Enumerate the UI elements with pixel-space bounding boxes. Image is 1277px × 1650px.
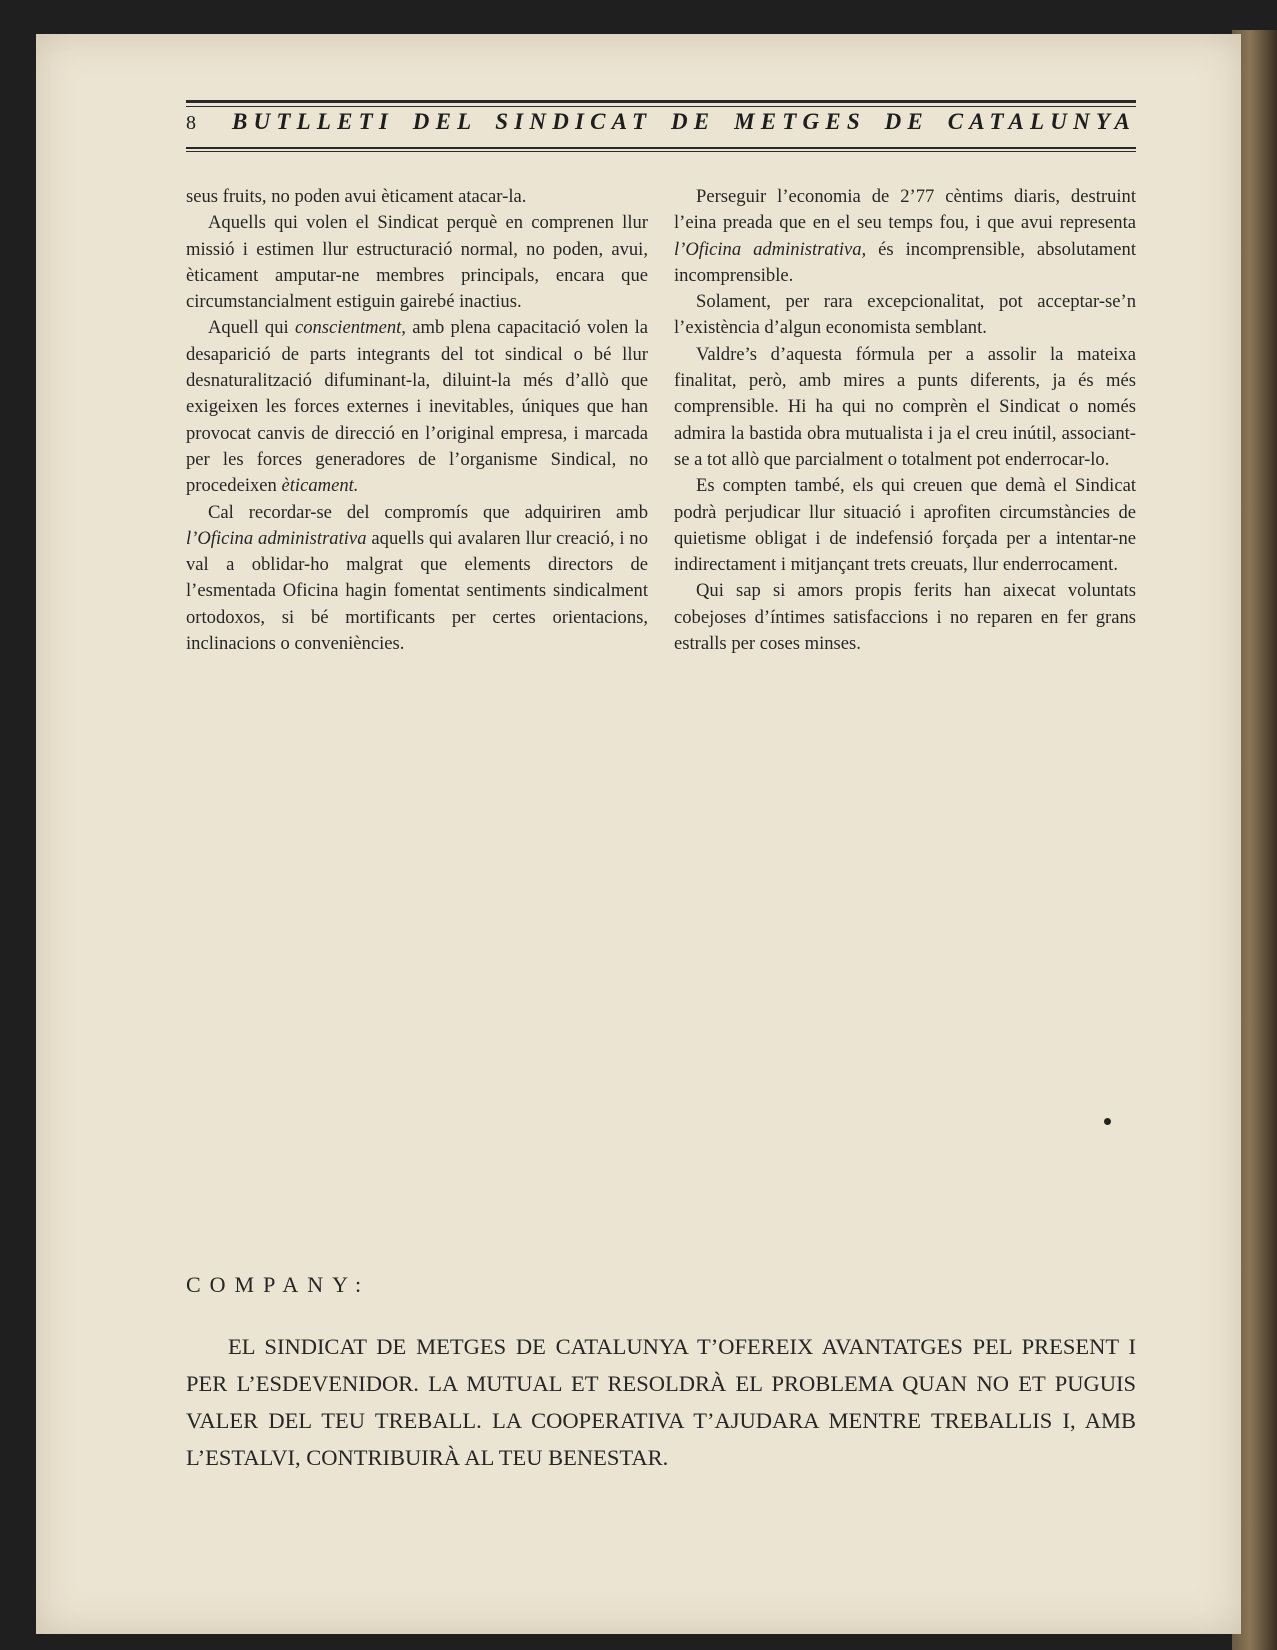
notice-body: EL SINDICAT DE METGES DE CATALUNYA T’OFEREIX AVANTATGES PEL PRESENT I PER L’ESDEVENIDOR. LA MUTUAL ET RESOLDRÀ EL PROBLEMA QUAN NO ET PUGUIS VALER DEL TEU TREBALL. LA COOPERATIVA T’AJUDARA MENTRE TREBALLIS I, AMB L’ESTALVI, CONTRIBUIRÀ AL TEU BENESTAR.	[186, 1334, 1136, 1470]
right-column	[674, 184, 1136, 657]
right-paragraph-4: Es compten també, els qui creuen que demà el Sindicat podrà perjudicar llur situació i aprofiten circumstàncies de quietisme obligat i de indefensió forçada per a intentar-ne indirectament i mitjançant trets creuats, llur enderrocament.	[674, 475, 1136, 576]
right-paragraph-5: Qui sap si amors propis ferits han aixecat voluntats cobejoses d’íntimes satisfaccions i no reparen en fer grans estralls per coses minses.	[674, 580, 1136, 655]
notice-block	[186, 1272, 1136, 1476]
header-bottom-rule	[186, 147, 1136, 152]
left-paragraph-1: seus fruits, no poden avui èticament atacar-la.	[186, 186, 527, 207]
left-column	[186, 184, 648, 657]
left-paragraph-4: Cal recordar-se del compromís que adquiriren amb l’Oficina administrativa aquells qui avalaren llur creació, i no val a oblidar-ho malgrat que elements directors de l’esmentada Oficina hagin fomentat sentiments sindicalment ortodoxos, si bé mortificants per certes orientacions, inclinacions o conveniències.	[186, 501, 649, 655]
page-number: 8	[186, 112, 196, 134]
text-columns	[186, 184, 1136, 657]
running-title: BUTLLETI DEL SINDICAT DE METGES DE CATALUNYA	[232, 109, 1136, 134]
left-paragraph-3: Aquell qui conscientment, amb plena capacitació volen la desaparició de parts integrants del tot sindical o bé llur desnaturalització difuminant-la, diluint-la més d’allò que exigeixen les forces externes i inevitables, úniques que han provocat canvis de direcció en l’original empresa, i marcada per les forces generadores de l’organisme Sindical, no procedeixen èticament.	[186, 317, 648, 497]
left-paragraph-2: Aquells qui volen el Sindicat perquè en comprenen llur missió i estimen llur estructuració normal, no poden, avui, èticament amputar-ne membres principals, encara que circumstancialment estiguin gairebé inactius.	[186, 212, 648, 313]
right-paragraph-2: Solament, per rara excepcionalitat, pot acceptar-se’n l’existència d’algun economista semblant.	[674, 291, 1136, 339]
notice-heading: COMPANY:	[186, 1272, 371, 1297]
right-paragraph-3: Valdre’s d’aquesta fórmula per a assolir la mateixa finalitat, però, amb mires a punts diferents, ja és més comprensible. Hi ha qui no comprèn el Sindicat o només admira la bastida obra mutualista i ja el creu inútil, associant-se a tot allò que parcialment o totalment pot enderrocar-lo.	[674, 343, 1136, 470]
page-header	[186, 100, 1136, 152]
right-paragraph-1: Perseguir l’economia de 2’77 cèntims diaris, destruint l’eina preada que en el seu temps fou, i que avui representa l’Oficina administrativa, és incomprensible, absolutament incomprensible.	[674, 186, 1136, 286]
header-row	[186, 107, 1136, 143]
header-top-rule	[186, 100, 1136, 107]
ink-dot	[1104, 1118, 1111, 1125]
